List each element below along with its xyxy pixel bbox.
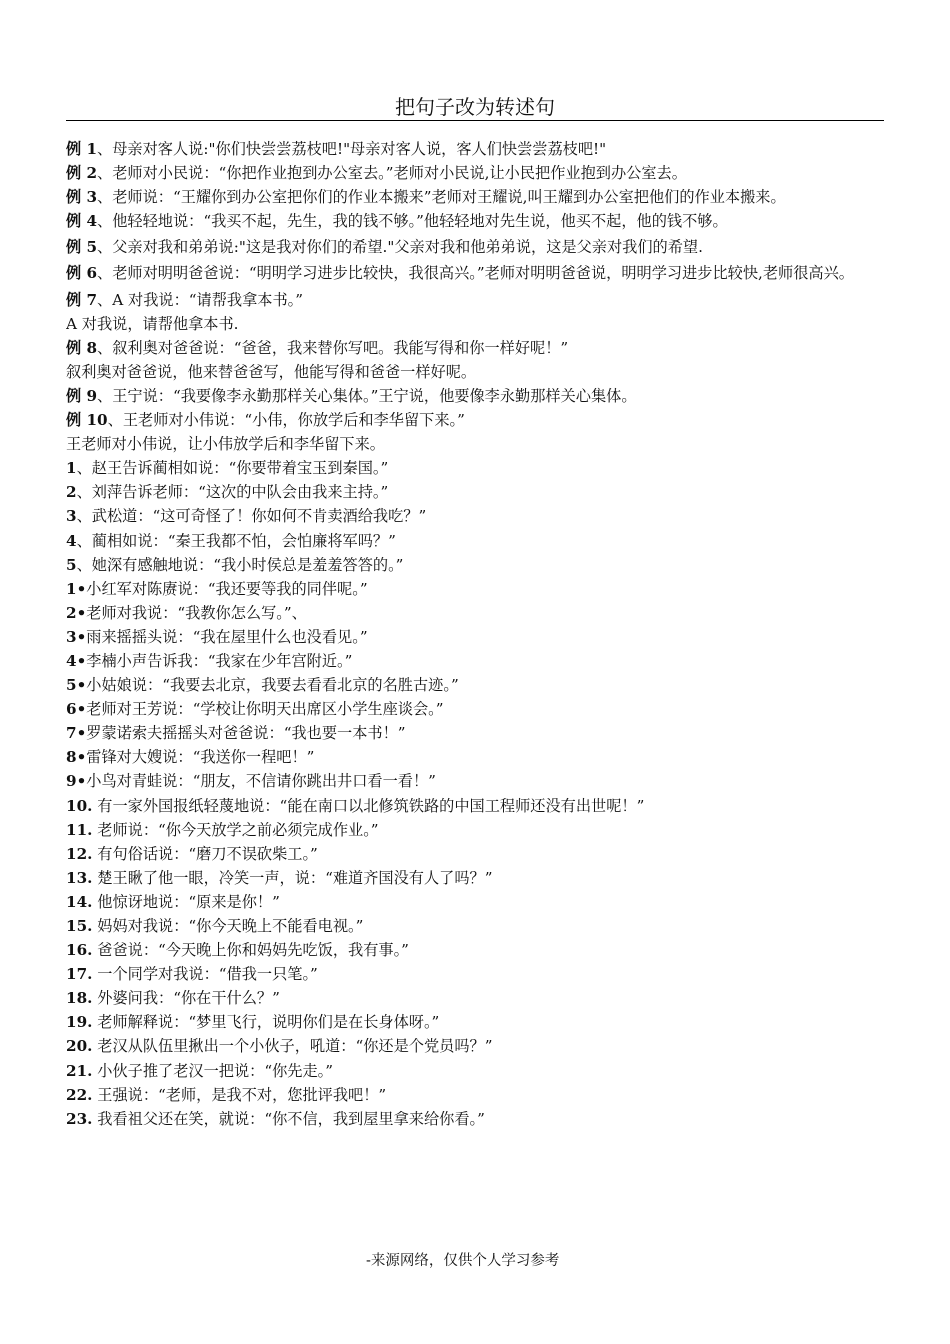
line-text: 、王老师对小伟说：“小伟，你放学后和李华留下来。”: [107, 411, 465, 430]
text-line: [66, 769, 884, 793]
line-number: 例 4: [66, 212, 98, 231]
text-line: [66, 209, 884, 233]
line-number: 21.: [66, 1061, 93, 1080]
line-text: 老师对王芳说：“学校让你明天出席区小学生座谈会。”: [86, 700, 444, 719]
line-number: 9•: [66, 772, 87, 791]
text-line: [66, 529, 884, 553]
line-text: 妈妈对我说：“你今天晚上不能看电视。”: [92, 917, 364, 935]
line-text: 、赵王告诉蔺相如说：“你要带着宝玉到秦国。”: [76, 459, 389, 478]
footer-note: -来源网络，仅供个人学习参考: [366, 1253, 560, 1269]
text-line: [66, 962, 884, 986]
line-number: 例 8: [66, 338, 98, 357]
line-number: 3: [66, 507, 77, 526]
text-line: [66, 288, 884, 312]
line-number: 例 9: [66, 386, 98, 405]
text-line: [66, 745, 884, 769]
line-text: 有一家外国报纸轻蔑地说：“能在南口以北修筑铁路的中国工程师还没有出世呢！”: [92, 796, 645, 815]
line-text: 、叙利奥对爸爸说：“爸爸，我来替你写吧。我能写得和你一样好呢！”: [97, 338, 569, 357]
line-number: 5•: [66, 676, 87, 695]
text-line: [66, 360, 884, 384]
line-text: 老师解释说：“梦里飞行，说明你们是在长身体呀。”: [92, 1013, 440, 1032]
line-text: 小鸟对青蛙说：“朋友，不信请你跳出井口看一看！”: [86, 772, 436, 791]
line-number: 16.: [66, 941, 93, 960]
line-text: 小伙子推了老汉一把说：“你先走。”: [92, 1061, 334, 1080]
text-line: [66, 986, 884, 1010]
line-number: 8•: [66, 748, 87, 767]
line-text: 、A 对我说：“请帮我拿本书。”: [97, 290, 304, 309]
text-line: [66, 261, 884, 285]
line-number: 4: [66, 531, 77, 550]
line-number: 22.: [66, 1085, 93, 1104]
text-line: [66, 818, 884, 842]
line-number: 例 3: [66, 188, 98, 207]
line-number: 17.: [66, 965, 93, 984]
text-line: [66, 842, 884, 866]
line-number: 19.: [66, 1013, 93, 1032]
line-text: 、刘萍告诉老师：“这次的中队会由我来主持。”: [76, 483, 389, 502]
line-number: 23.: [66, 1109, 93, 1128]
line-text: 有句俗话说：“磨刀不误砍柴工。”: [92, 844, 318, 863]
line-text: 、老师对明明爸爸说：“明明学习进步比较快，我很高兴。”老师对明明爸爸说，明明学习进步比较快,老师很高兴。: [97, 264, 854, 283]
line-number: 例 10: [66, 411, 108, 430]
text-line: [66, 235, 884, 259]
text-line: [66, 384, 884, 408]
text-line: [66, 1059, 884, 1083]
line-text: 、蔺相如说：“秦王我都不怕，会怕廉将军吗？”: [76, 531, 396, 550]
line-text: 外婆问我：“你在干什么？”: [92, 989, 280, 1008]
line-text: 一个同学对我说：“借我一只笔。”: [92, 965, 318, 984]
line-text: 老师说：“你今天放学之前必须完成作业。”: [92, 820, 379, 839]
line-text: 、他轻轻地说：“我买不起，先生，我的钱不够。”他轻轻地对先生说，他买不起，他的钱不够。: [97, 212, 728, 231]
text-line: [66, 336, 884, 360]
line-text: 老汉从队伍里揪出一个小伙子，吼道：“你还是个党员吗？”: [92, 1037, 493, 1056]
text-line: [66, 456, 884, 480]
text-line: [66, 697, 884, 721]
line-number: 例 7: [66, 290, 98, 309]
line-text: 爸爸说：“今天晚上你和妈妈先吃饭，我有事。”: [92, 941, 409, 960]
page-title: 把句子改为转述句: [395, 95, 555, 119]
line-number: 6•: [66, 700, 87, 719]
text-line: [66, 601, 884, 625]
document-body: [66, 137, 884, 1131]
text-line: [66, 1083, 884, 1107]
line-text: A 对我说，请帮他拿本书.: [66, 314, 239, 333]
text-line: [66, 432, 884, 456]
line-text: 雷锋对大嫂说：“我送你一程吧！”: [86, 748, 315, 767]
line-text: 、她深有感触地说：“我小时侯总是羞羞答答的。”: [76, 555, 404, 574]
line-text: 、父亲对我和弟弟说:"这是我对你们的希望."父亲对我和他弟弟说，这是父亲对我们的希望.: [97, 238, 703, 257]
title-underline: [66, 120, 884, 121]
text-line: [66, 890, 884, 914]
text-line: [66, 577, 884, 601]
line-number: 7•: [66, 724, 87, 743]
text-line: [66, 1034, 884, 1058]
line-number: 15.: [66, 917, 93, 935]
line-text: 他惊讶地说：“原来是你！”: [92, 892, 280, 911]
line-number: 2•: [66, 603, 87, 622]
text-line: [66, 161, 884, 185]
line-number: 4•: [66, 651, 87, 670]
line-number: 例 6: [66, 264, 98, 283]
line-text: 李楠小声告诉我：“我家在少年宫附近。”: [86, 651, 353, 670]
text-line: [66, 553, 884, 577]
line-text: 老师对我说：“我教你怎么写。”、: [86, 603, 307, 622]
text-line: [66, 625, 884, 649]
line-number: 例 1: [66, 140, 98, 158]
line-number: 例 2: [66, 164, 98, 183]
line-text: 我看祖父还在笑，就说：“你不信，我到屋里拿来给你看。”: [92, 1109, 485, 1128]
line-number: 5: [66, 555, 77, 574]
line-number: 13.: [66, 868, 93, 887]
text-line: [66, 673, 884, 697]
line-text: 叙利奥对爸爸说，他来替爸爸写，他能写得和爸爸一样好呢。: [66, 362, 477, 381]
text-line: [66, 794, 884, 818]
line-number: 2: [66, 483, 77, 502]
text-line: [66, 914, 884, 938]
text-line: [66, 1107, 884, 1131]
line-number: 3•: [66, 627, 87, 646]
line-text: 、老师说：“王耀你到办公室把你们的作业本搬来”老师对王耀说,叫王耀到办公室把他们的作业本搬来。: [97, 188, 786, 207]
line-number: 例 5: [66, 238, 98, 257]
line-text: 、老师对小民说：“你把作业抱到办公室去。”老师对小民说,让小民把作业抱到办公室去。: [97, 164, 687, 183]
line-number: 14.: [66, 892, 93, 911]
text-line: [66, 408, 884, 432]
text-line: [66, 1010, 884, 1034]
line-number: 1•: [66, 579, 87, 598]
line-text: 、母亲对客人说:"你们快尝尝荔枝吧!"母亲对客人说，客人们快尝尝荔枝吧!": [97, 140, 607, 158]
line-text: 王强说：“老师，是我不对，您批评我吧！”: [92, 1085, 387, 1104]
line-text: 王老师对小伟说，让小伟放学后和李华留下来。: [66, 435, 385, 454]
line-number: 10.: [66, 796, 93, 815]
line-number: 18.: [66, 989, 93, 1008]
text-line: [66, 866, 884, 890]
line-number: 1: [66, 459, 77, 478]
line-number: 20.: [66, 1037, 93, 1056]
text-line: [66, 649, 884, 673]
line-text: 雨来摇摇头说：“我在屋里什么也没看见。”: [86, 627, 368, 646]
text-line: [66, 312, 884, 336]
line-number: 12.: [66, 844, 93, 863]
text-line: [66, 721, 884, 745]
line-text: 、王宁说：“我要像李永勤那样关心集体。”王宁说，他要像李永勤那样关心集体。: [97, 386, 637, 405]
line-text: 楚王瞅了他一眼，冷笑一声，说：“难道齐国没有人了吗？”: [92, 868, 493, 887]
line-number: 11.: [66, 820, 93, 839]
text-line: [66, 185, 884, 209]
line-text: 小姑娘说：“我要去北京，我要去看看北京的名胜古迹。”: [86, 676, 459, 695]
line-text: 小红军对陈赓说：“我还要等我的同伴呢。”: [86, 579, 368, 598]
line-text: 、武松道：“这可奇怪了！你如何不肯卖酒给我吃？”: [76, 507, 427, 526]
text-line: [66, 938, 884, 962]
text-line: [66, 137, 884, 161]
text-line: [66, 504, 884, 528]
line-text: 罗蒙诺索夫摇摇头对爸爸说：“我也要一本书！”: [86, 724, 406, 743]
text-line: [66, 480, 884, 504]
